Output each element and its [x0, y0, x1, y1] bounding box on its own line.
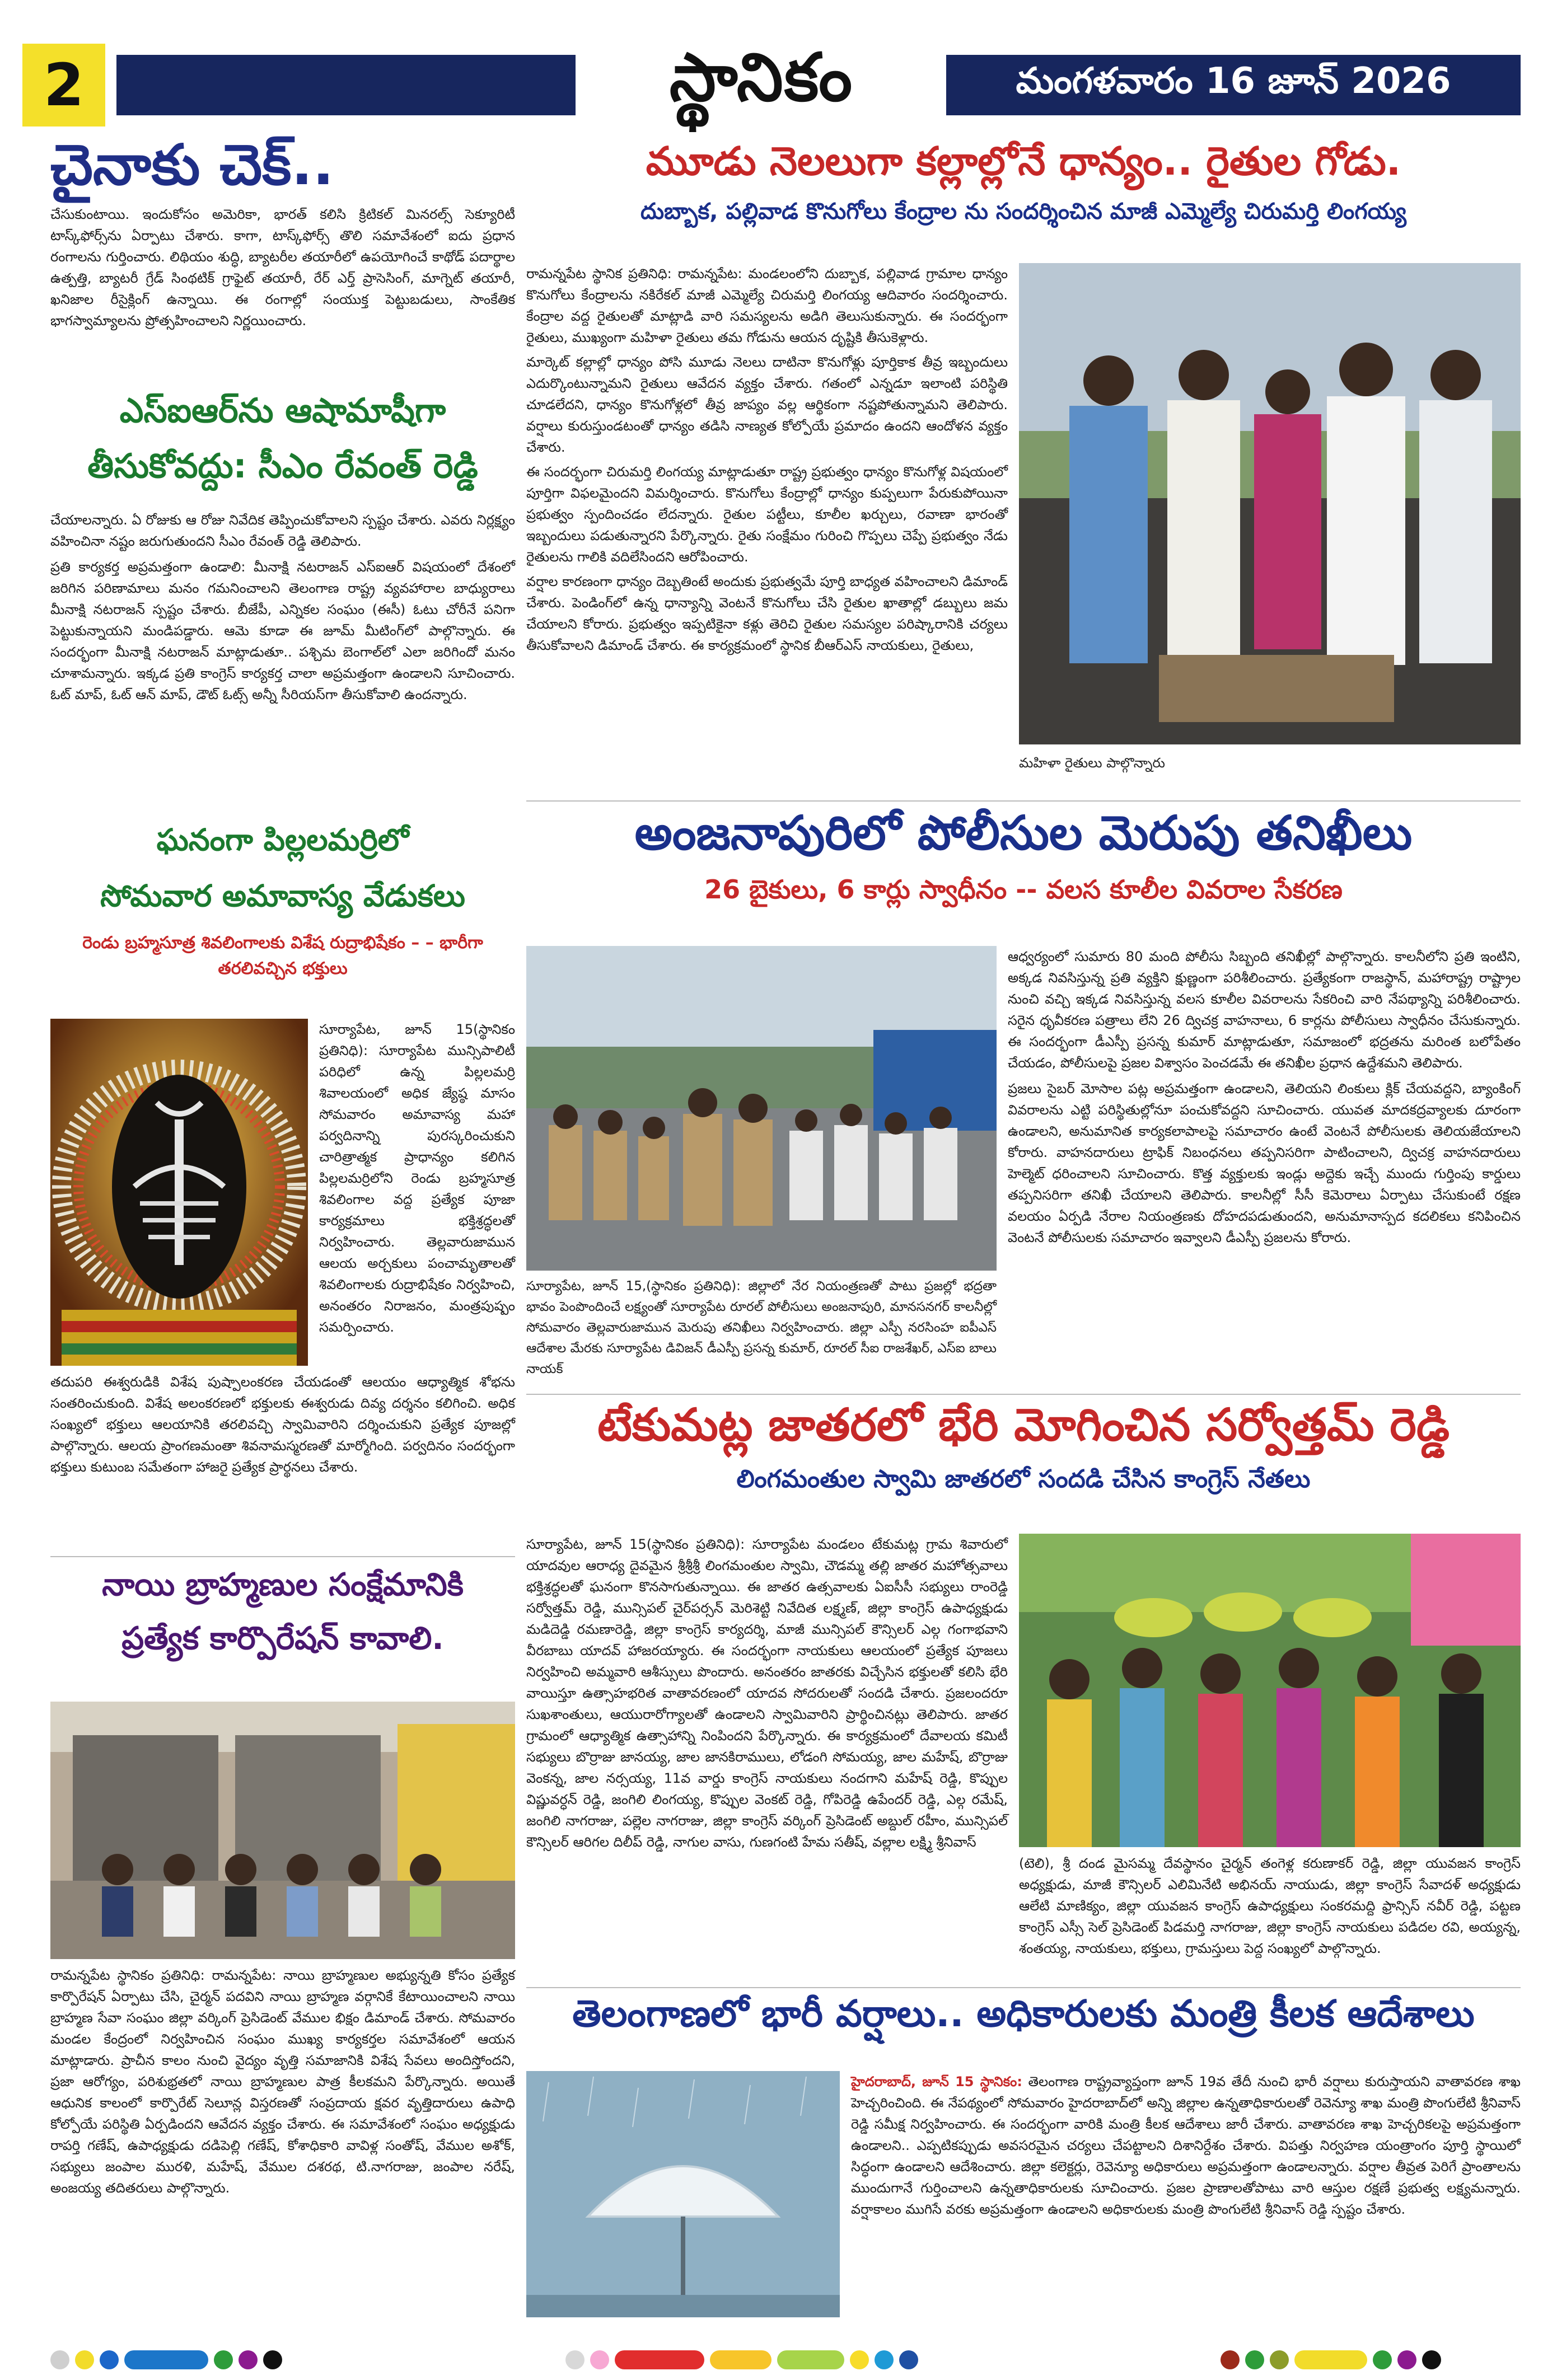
color-dot — [875, 2350, 894, 2369]
subhead-grain: దుబ్బాక, పల్లివాడ కొనుగోలు కేంద్రాల ను సందర్శించిన మాజీ ఎమ్మెల్యే చిరుమర్తి లింగయ్య — [640, 198, 1406, 224]
body-grain-4: వర్షాల కారణంగా ధాన్యం దెబ్బతింటే అందుకు ప్రభుత్వమే పూర్తి బాధ్యత వహించాలని డిమాండ్ చేశారు. పెండింగ్‌లో ఉన్న ధాన్యాన్ని వెంటనే కొనుగోలు చేసి రైతుల ఖాతాల్లో డబ్బులు జమ చేయాలని కోరారు. ప్రభుత్వం ఇప్పటికైనా కళ్లు తెరిచి రైతుల సమస్యల పరిష్కారానికి చర్యలు తీసుకోవాలని డిమాండ్ చేశారు. ఈ కార్యక్రమంలో స్థానిక బీఆర్ఎస్ నాయకులు, రైతులు, — [526, 574, 1008, 653]
color-dot — [565, 2350, 585, 2369]
story-nayi-head — [50, 1567, 515, 1657]
story-sir — [50, 392, 515, 486]
color-strip-left — [50, 2349, 282, 2371]
photo-nayi-meeting — [50, 1702, 515, 1959]
subhead-amavasya: రెండు బ్రహ్మసూత్ర శివలింగాలకు విశేష రుద్రాభిషేకం – – భారీగా తరలివచ్చిన భక్తులు — [82, 933, 483, 979]
headline-tekumatla: టేకుమట్ల జాతరలో భేరి మోగించిన సర్వోత్తమ్ రెడ్డి — [597, 1399, 1450, 1451]
grain-farmers-image — [1019, 263, 1521, 744]
body-sir-para1: చేయాలన్నారు. ఏ రోజుకు ఆ రోజు నివేదిక తెప్పించుకోవాలని స్పష్టం చేశారు. ఎవరు నిర్లక్ష్యం వహించినా నష్టం జరుగుతుందని సీఎం రేవంత్ రెడ్డి తెలిపారు. — [50, 512, 515, 549]
color-dot — [1221, 2350, 1240, 2369]
color-bar — [710, 2350, 772, 2369]
color-bar — [615, 2350, 704, 2369]
color-dot — [239, 2350, 258, 2369]
body-amavasya-full-col — [50, 1371, 515, 1478]
body-grain-col — [526, 263, 1008, 656]
headline-police: అంజనాపురిలో పోలీసుల మెరుపు తనిఖీలు — [634, 805, 1413, 860]
caption-police-col — [526, 1276, 997, 1380]
headline-rains: తెలంగాణలో భారీ వర్షాలు.. అధికారులకు మంత్రి కీలక ఆదేశాలు — [572, 1992, 1475, 2035]
story-police-head — [526, 806, 1521, 904]
tekumatla-jatara-image — [1019, 1534, 1521, 1847]
headline-amavasya-line2: సోమవార అమావాస్య వేడుకలు — [100, 878, 465, 914]
color-dot — [263, 2350, 282, 2369]
police-check-image — [526, 946, 997, 1271]
masthead — [22, 38, 1521, 127]
body-grain-1: రామన్నపేట స్థానిక ప్రతినిధి: రామన్నపేట: మండలంలోని దుబ్బాక, పల్లివాడ గ్రామాల ధాన్యం కొనుగోలు కేంద్రాలను నకిరేకల్ మాజీ ఎమ్మెల్యే చిరుమర్తి లింగయ్య ఆదివారం సందర్శించారు. కేంద్రాల వద్ద రైతులతో మాట్లాడి వారి సమస్యలను అడిగి తెలుసుకున్నారు. ఈ సందర్భంగా రైతులు, ముఖ్యంగా మహిళా రైతులు తమ గోడును ఆయన దృష్టికి తీసుకెళ్లారు. — [526, 266, 1008, 345]
photo-police-check — [526, 946, 997, 1271]
divider — [526, 800, 1521, 802]
body-amavasya-side: సూర్యాపేట, జూన్ 15(స్థానికం ప్రతినిధి): సూర్యాపేట మున్సిపాలిటీ పరిధిలో ఉన్న పిల్లలమర్రి శివాలయంలో అధిక జ్యేష్ఠ మాసం సోమవారం అమావాస్య మహా పర్వదినాన్ని పురస్కరించుకుని చారిత్రాత్మక ప్రాధాన్యం కలిగిన పిల్లలమర్రిలోని రెండు బ్రహ్మసూత్ర శివలింగాల వద్ద ప్రత్యేక పూజా కార్యక్రమాలు భక్తిశ్రద్ధలతో నిర్వహించారు. తెల్లవారుజామున ఆలయ అర్చకులు పంచామృతాలతో శివలింగాలకు రుద్రాభిషేకం నిర్వహించి, అనంతరం నిరాజనం, మంత్రపుష్పం సమర్పించారు. — [319, 1022, 515, 1335]
color-bar — [777, 2350, 844, 2369]
color-strip-center — [565, 2349, 918, 2371]
headline-nayi-line1: నాయి బ్రాహ్మణుల సంక్షేమానికి — [102, 1567, 464, 1603]
photo-tekumatla-jatara — [1019, 1534, 1521, 1847]
color-dot — [899, 2350, 918, 2369]
body-grain-2: మార్కెట్ కల్లాల్లో ధాన్యం పోసి మూడు నెలలు దాటినా కొనుగోళ్లు పూర్తికాక తీవ్ర ఇబ్బందులు ఎదుర్కొంటున్నామని రైతులు ఆవేదన వ్యక్తం చేశారు. గతంలో ఎన్నడూ ఇలాంటి పరిస్థితి చూడలేదని, ధాన్యం కొనుగోళ్లలో తీవ్ర జాప్యం వల్ల ఆర్థికంగా నష్టపోతున్నామని తెలిపారు. వర్షాలు కురుస్తుండటంతో ధాన్యం తడిసి నాణ్యత కోల్పోయే ప్రమాదం ఉందని ఆందోళన వ్యక్తం చేశారు. — [526, 354, 1008, 455]
rain-umbrella-image — [526, 2071, 840, 2317]
body-sir-para2: ప్రతి కార్యకర్త అప్రమత్తంగా ఉండాలి: మీనాక్షి నటరాజన్ ఎస్ఐఆర్ విషయంలో దేశంలో జరిగిన పరిణామాలు మనం గమనించాలని తెలంగాణ రాష్ట్ర వ్యవహారాల బాధ్యురాలు మీనాక్షి నటరాజన్ స్పష్టం చేశారు. బీజేపీ, ఎన్నికల సంఘం (ఈసీ) ఓటు చోరీనే పనిగా పెట్టుకున్నాయని మండిపడ్డారు. ఆమె కూడా ఈ జూమ్ మీటింగ్‌లో పాల్గొన్నారు. ఈ సందర్భంగా మీనాక్షి నటరాజన్ మాట్లాడుతూ.. పశ్చిమ బెంగాల్‌లో ఎలా జరిగిందో మనం చూశామన్నారు. ఇక్కడ ప్రతి కాంగ్రెస్ కార్యకర్త చాలా అప్రమత్తంగా ఉండాలని సూచించారు. ఓట్ మాప్, ఓట్ ఆన్ మాప్, డౌట్ ఓట్స్ అన్నీ సీరియస్‌గా తీసుకోవాలి ఉందన్నారు. — [50, 559, 515, 702]
color-dot — [1373, 2350, 1392, 2369]
body-police-2: ప్రజలు సైబర్ మోసాల పట్ల అప్రమత్తంగా ఉండాలని, తెలియని లింకులు క్లిక్ చేయవద్దని, బ్యాంకింగ్ వివరాలను ఎట్టి పరిస్థితుల్లోనూ పంచుకోవద్దని సూచించారు. యువత మాదకద్రవ్యాలకు దూరంగా ఉండాలని, అనుమానిత కార్యకలాపాలపై సమాచారం ఉంటే వెంటనే పోలీసులకు తెలియజేయాలని కోరారు. వాహనదారులు ట్రాఫిక్ నిబంధనలు తప్పనిసరిగా పాటించాలని, ద్విచక్ర వాహనదారులు హెల్మెట్ ధరించాలని సూచించారు. కొత్త వ్యక్తులకు ఇండ్లు అద్దెకు ఇచ్చే ముందు గుర్తింపు కార్డులు తప్పనిసరిగా తనిఖీ చేయాలని తెలిపారు. కాలనీల్లో సీసీ కెమెరాలు ఏర్పాటు చేసుకుంటే రక్షణ వలయం ఏర్పడి నేరాల నియంత్రణకు దోహదపడుతుందని, అనుమానాస్పద కదలికలు కనిపించిన వెంటనే పోలీసులకు సమాచారం ఇవ్వాలని డీఎస్పీ ప్రజలను కోరారు. — [1008, 1081, 1521, 1245]
newspaper-logo: స్థానికం — [669, 38, 854, 116]
body-nayi: రామన్నపేట స్థానికం ప్రతినిధి: రామన్నపేట: నాయి బ్రాహ్మణుల అభ్యున్నతి కోసం ప్రత్యేక కార్పొరేషన్ ఏర్పాటు చేసి, చైర్మన్ పదవిని నాయి బ్రాహ్మణ వర్గానికే కేటాయించాలని నాయి బ్రాహ్మణ సేవా సంఘం జిల్లా వర్కింగ్ ప్రెసిడెంట్ వేముల భిక్షం డిమాండ్ చేశారు. సోమవారం మండల కేంద్రంలో నిర్వహించిన సంఘం ముఖ్య కార్యకర్తల సమావేశంలో ఆయన మాట్లాడారు. ప్రాచీన కాలం నుంచి వైద్యం వృత్తి సమాజానికి విశేష సేవలు అందిస్తోందని, ప్రజా ఆరోగ్యం, పరిశుభ్రతలో నాయి బ్రాహ్మణుల పాత్ర కీలకమని పేర్కొన్నారు. అయితే ఆధునిక కాలంలో కార్పొరేట్ సెలూన్ల విస్తరణతో సంప్రదాయ క్షవర వృత్తిదారులు ఉపాధి కోల్పోయే పరిస్థితి ఏర్పడిందని ఆవేదన వ్యక్తం చేశారు. ఈ సమావేశంలో సంఘం అధ్యక్షుడు రాపర్తి గణేష్, ఉపాధ్యక్షుడు దడిపెల్లి గణేష్, కోశాధికారి వావిళ్ల సంతోష్, వేముల అశోక్, సభ్యులు జంపాల మురళి, మహేష్, వేముల దశరథ, టి.నాగరాజు, జంపాల నరేష్, అంజయ్య తదితరులు పాల్గొన్నారు. — [50, 1967, 515, 2196]
color-dot — [100, 2350, 119, 2369]
photo-rain-umbrella — [526, 2071, 840, 2317]
subhead-police: 26 బైకులు, 6 కార్లు స్వాధీనం -- వలస కూలీల వివరాల సేకరణ — [704, 874, 1343, 905]
nayi-meeting-image — [50, 1702, 515, 1959]
issue-date: మంగళవారం 16 జూన్ 2026 — [946, 55, 1521, 115]
headline-amavasya-line1: ఘనంగా పిల్లలమర్రిలో — [156, 822, 409, 858]
divider — [526, 1987, 1521, 1988]
body-amavasya-full: తదుపరి ఈశ్వరుడికి విశేష పుష్పాలంకరణ చేయడంతో ఆలయం ఆధ్యాత్మిక శోభను సంతరించుకుంది. విశేష అలంకరణలో భక్తులకు ఈశ్వరుడు దివ్య దర్శనం కలిగించి. అధిక సంఖ్యలో భక్తులు ఆలయానికి తరలివచ్చి స్వామివారిని దర్శించుకుని ప్రత్యేక పూజల్లో పాల్గొన్నారు. ఆలయ ప్రాంగణమంతా శివనామస్మరణతో మార్మోగింది. పర్వదినం సందర్భంగా భక్తులు కుటుంబ సమేతంగా హాజరై ప్రత్యేక ప్రార్థనలు చేశారు. — [50, 1374, 515, 1475]
story-tekumatla-head — [526, 1399, 1521, 1494]
color-dot — [1422, 2350, 1441, 2369]
body-tekumatla-col — [526, 1534, 1008, 1853]
color-dot — [75, 2350, 94, 2369]
story-china — [50, 134, 515, 331]
color-dot — [214, 2350, 233, 2369]
caption-grain: మహిళా రైతులు పాల్గొన్నారు — [1019, 755, 1165, 771]
photo-grain-farmers — [1019, 263, 1521, 744]
story-grain-head — [526, 139, 1521, 224]
body-nayi-col — [50, 1965, 515, 2199]
caption-tekumatla: (టెలి), శ్రీ దండ మైసమ్మ దేవస్థానం చైర్మన్ తంగెళ్ల కరుణాకర్ రెడ్డి, జిల్లా యువజన కాంగ్రెస్ అధ్యక్షుడు, మాజీ కౌన్సిలర్ ఎలిమినేటి అభినయ్ నాయుడు, జిల్లా కాంగ్రెస్ సేవాదళ్ అధ్యక్షుడు ఆలేటి మాణిక్యం, జిల్లా యువజన కాంగ్రెస్ ఉపాధ్యక్షులు సంకరమద్ది ఫ్రాన్సిస్ నవీర్ రెడ్డి, పట్టణ కాంగ్రెస్ ఎస్సీ సెల్ ప్రెసిడెంట్ పిడమర్తి నాగరాజు, జిల్లా కాంగ్రెస్ నాయకులు పడిదల రవి, అయ్యన్న, శంతయ్య, నాయకులు, భక్తులు, గ్రామస్తులు పెద్ద సంఖ్యలో పాల్గొన్నారు. — [1019, 1856, 1521, 1956]
body-rains-col — [851, 2071, 1521, 2220]
story-amavasya-head — [50, 823, 515, 982]
body-tekumatla: సూర్యాపేట, జూన్ 15(స్థానికం ప్రతినిధి): సూర్యాపేట మండలం టేకుమట్ల గ్రామ శివారులో యాదవుల ఆరాధ్య దైవమైన శ్రీశ్రీశ్రీ లింగమంతుల స్వామి, చౌడమ్మ తల్లి జాతర మహోత్సవాలు భక్తిశ్రద్ధలతో ఘనంగా కొనసాగుతున్నాయి. ఈ జాతర ఉత్సవాలకు ఏఐసీసీ సభ్యులు రాంరెడ్డి సర్వోత్తమ్ రెడ్డి, మున్సిపల్ చైర్‌పర్సన్ మెరిశెట్టి నివేదిత లక్ష్మణ్, జిల్లా కాంగ్రెస్ ఉపాధ్యక్షుడు మడిదెడ్డి రమణారెడ్డి, జిల్లా కాంగ్రెస్ కార్యదర్శి, మాజీ మున్సిపల్ కౌన్సిలర్ ఎల్గ గంగాభవాని వీరబాబు యాదవ్ హాజరయ్యారు. ఈ సందర్భంగా నాయకులు ఆలయంలో ప్రత్యేక పూజలు నిర్వహించి అమ్మవారి ఆశీస్సులు పొందారు. అనంతరం జాతరకు విచ్చేసిన భక్తులతో కలిసి భేరి వాయిస్తూ ఉత్సాహభరిత వాతావరణంలో యాదవ సోదరులతో సందడి చేశారు. ప్రజలందరూ సుఖశాంతులు, ఆయురారోగ్యాలతో ఉండాలని స్వామివారిని ప్రార్థించినట్లు తెలిపారు. జాతర గ్రామంలో ఆధ్యాత్మిక ఉత్సాహాన్ని నింపిందని పేర్కొన్నారు. ఈ కార్యక్రమంలో దేవాలయ కమిటీ సభ్యులు బొర్రాజు జానయ్య, జాల జానకిరాములు, లోడంగి సోమయ్య, జాల మహేష్, బొర్రాజు వెంకన్న, జాల నర్సయ్య, 11వ వార్డు కాంగ్రెస్ నాయకులు నందగాని మహేష్ రెడ్డి, కొప్పుల విష్ణువర్ధన్ రెడ్డి, జంగిలి లింగయ్య, కొప్పుల వెంకట్ రెడ్డి, గోపిరెడ్డి ఉపేందర్ రెడ్డి, ఎల్గ రమేష్, జంగిలి నాగరాజు, పల్లెల నాగరాజు, జిల్లా కాంగ్రెస్ వర్కింగ్ ప్రెసిడెంట్ అబ్దుల్ రహీం, మున్సిపల్ కౌన్సిలర్ ఆరిగల దిలీప్ రెడ్డి, నాగుల వాసు, గుణగంటి హేమ సతీష్, వల్లాల లక్ష్మి శ్రీనివాస్ — [526, 1536, 1008, 1850]
photo-shivalinga — [50, 1019, 308, 1366]
headline-grain: మూడు నెలలుగా కల్లాల్లోనే ధాన్యం.. రైతుల గోడు. — [646, 138, 1401, 184]
caption-police: సూర్యాపేట, జూన్ 15,(స్థానికం ప్రతినిధి): జిల్లాలో నేర నియంత్రణతో పాటు ప్రజల్లో భద్రతా భావం పెంపొందించే లక్ష్యంతో సూర్యాపేట రూరల్ పోలీసులు అంజనాపురి, మానసనగర్ కాలనీల్లో సోమవారం తెల్లవారుజామున మెరుపు తనిఖీలు నిర్వహించారు. జిల్లా ఎస్పీ నరసింహ ఐపీఎస్ ఆదేశాల మేరకు సూర్యాపేట డివిజన్ డీఎస్పీ ప్రసన్న కుమార్, రూరల్ సీఐ రాజశేఖర్, ఎస్ఐ బాలు నాయక్ — [526, 1279, 997, 1376]
body-grain-3: ఈ సందర్భంగా చిరుమర్తి లింగయ్య మాట్లాడుతూ రాష్ట్ర ప్రభుత్వం ధాన్యం కొనుగోళ్ల విషయంలో పూర్తిగా విఫలమైందని విమర్శించారు. కొనుగోలు కేంద్రాల్లో ధాన్యం కుప్పలుగా పేరుకుపోయినా ప్రభుత్వం స్పందించడం లేదన్నారు. రైతుల పట్టీలు, కూలీల ఖర్చులు, రవాణా భారంతో ఇబ్బందులు పడుతున్నారని పేర్కొన్నారు. రైతు సంక్షేమం గురించి గొప్పలు చెప్పే ప్రభుత్వం నేడు రైతులను గాలికి వదిలేసిందని ఆరోపించారు. — [526, 464, 1008, 565]
color-bar — [1294, 2350, 1367, 2369]
color-dot — [590, 2350, 609, 2369]
story-sir-body — [50, 509, 515, 705]
divider — [526, 1394, 1521, 1395]
headline-sir-line2: తీసుకోవద్దు: సీఎం రేవంత్ రెడ్డి — [87, 447, 478, 486]
body-police-1: ఆధ్వర్యంలో సుమారు 80 మంది పోలీసు సిబ్బంది తనిఖీల్లో పాల్గొన్నారు. కాలనీలోని ప్రతి ఇంటిని, అక్కడ నివసిస్తున్న ప్రతి వ్యక్తిని క్షుణ్ణంగా పరిశీలించారు. ప్రత్యేకంగా రాజస్థాన్, మహారాష్ట్ర రాష్ట్రాల నుంచి వచ్చి ఇక్కడ నివసిస్తున్న వలస కూలీల వివరాలను సేకరించి వారి నేపథ్యాన్ని పరిశీలించారు. సరైన ధృవీకరణ పత్రాలు లేని 26 ద్విచక్ర వాహనాలు, 6 కార్లను పోలీసులు స్వాధీనం చేసుకున్నారు. ఈ సందర్భంగా డీఎస్పీ ప్రసన్న కుమార్ మాట్లాడుతూ, సమాజంలో భద్రతను మరింత బలోపేతం చేయడం, పోలీసులపై ప్రజల విశ్వాసం పెంచడమే ఈ తనిఖీల ప్రధాన ఉద్దేశమని తెలిపారు. — [1008, 949, 1521, 1071]
body-police-col — [1008, 946, 1521, 1248]
divider — [50, 1556, 515, 1557]
color-dot — [1397, 2350, 1416, 2369]
body-amavasya-side-col — [319, 1019, 515, 1338]
body-rains — [851, 2071, 1521, 2220]
headline-sir-line1: ఎస్ఐఆర్‌ను ఆషామాషీగా — [119, 391, 446, 430]
dateline-rains: హైదరాబాద్, జూన్ 15 స్థానికం: — [851, 2074, 1022, 2089]
story-rains-head — [526, 1993, 1521, 2035]
body-rains-text: తెలంగాణ రాష్ట్రవ్యాప్తంగా జూన్ 19వ తేదీ నుంచి భారీ వర్షాలు కురుస్తాయని వాతావరణ శాఖ హెచ్చరించింది. ఈ నేపథ్యంలో సోమవారం హైదరాబాద్‌లో అన్ని జిల్లాల ఉన్నతాధికారులతో రెవెన్యూ శాఖ మంత్రి పొంగులేటి శ్రీనివాస్ రెడ్డి సమీక్ష నిర్వహించారు. ఈ సందర్భంగా వారికి మంత్రి కీలక ఆదేశాలు జారీ చేశారు. వాతావరణ శాఖ హెచ్చరికలపై అప్రమత్తంగా ఉండాలని.. ఎప్పటికప్పుడు అవసరమైన చర్యలు చేపట్టాలని దిశానిర్దేశం చేశారు. విపత్తు నిర్వహణ యంత్రాంగం పూర్తి స్థాయిలో సిద్ధంగా ఉండాలని ఆదేశించారు. జిల్లా కలెక్టర్లు, రెవెన్యూ అధికారులు అప్రమత్తంగా ఉండాలన్నారు. వర్షాల తీవ్రత పెరిగే ప్రాంతాలను ముందుగానే గుర్తించాలని ఉన్నతాధికారులకు సూచించారు. ప్రజల ప్రాణాలతోపాటు వారి ఆస్తుల రక్షణే ప్రభుత్వ లక్ష్యమన్నారు. వర్షాకాలం ముగిసే వరకు అప్రమత్తంగా ఉండాలని అధికారులకు మంత్రి పొంగులేటి శ్రీనివాస్ రెడ్డి స్పష్టం చేశారు. — [851, 2074, 1521, 2217]
subhead-tekumatla: లింగమంతుల స్వామి జాతరలో సందడి చేసిన కాంగ్రెస్ నేతలు — [736, 1465, 1311, 1493]
color-dot — [1270, 2350, 1289, 2369]
color-dot — [1245, 2350, 1264, 2369]
color-dot — [850, 2350, 869, 2369]
headline-china: చైనాకు చెక్.. — [50, 132, 334, 198]
headline-nayi-line2: ప్రత్యేక కార్పొరేషన్ కావాలి. — [121, 1620, 444, 1657]
caption-tekumatla-col — [1019, 1853, 1521, 1959]
color-dot — [50, 2350, 69, 2369]
shivalinga-image — [50, 1019, 308, 1366]
body-china: చేసుకుంటాయి. ఇందుకోసం అమెరికా, భారత్ కలిసి క్రిటికల్ మినరల్స్ సెక్యూరిటీ టాస్క్‌ఫోర్స్‌ను ఏర్పాటు చేశారు. కాగా, టాస్క్‌ఫోర్స్ తొలి సమావేశంలో ఐదు ప్రధాన రంగాలను గుర్తించారు. లిథియం శుద్ధి, బ్యాటరీల తయారీలో ఉపయోగించే కాథోడ్ పదార్థాల ఉత్పత్తి, బ్యాటరీ గ్రేడ్ సింథటిక్ గ్రాఫైట్ తయారీ, రేర్ ఎర్త్ ప్రాసెసింగ్, మాగ్నెట్ తయారీ, ఖనిజాల రీసైక్లింగ్ ఉన్నాయి. ఈ రంగాల్లో సంయుక్త పెట్టుబడులు, సాంకేతిక భాగస్వామ్యాలను ప్రోత్సహించాలని నిర్ణయించారు. — [50, 207, 515, 329]
color-bar — [124, 2350, 208, 2369]
color-strip-right — [1221, 2349, 1441, 2371]
page-number: 2 — [22, 44, 105, 127]
masthead-bar-left — [116, 55, 576, 115]
